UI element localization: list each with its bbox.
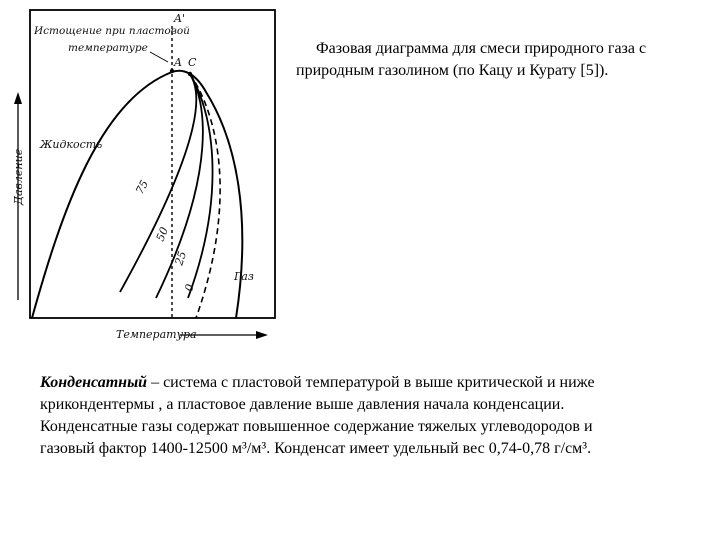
caption-line-1: Фазовая диаграмма для смеси природного газа с <box>316 40 647 57</box>
liquid-region-label: Жидкость <box>40 138 103 151</box>
depletion-label-line2: температуре <box>68 42 148 54</box>
phase-diagram <box>0 0 300 360</box>
depletion-label-line1: Истощение при пластовой <box>34 25 190 37</box>
curve-label-25: 25 <box>172 249 190 267</box>
caption-line-2: природным газолином (по Кацу и Курату [5]). <box>296 62 609 79</box>
body-line-4: газовый фактор 1400-12500 м³/м³. Конденсат имеет удельный вес 0,74-0,78 г/см³. <box>40 440 592 457</box>
x-axis-label: Температура <box>116 328 197 341</box>
y-axis-arrowhead <box>14 92 22 104</box>
x-axis-arrowhead <box>256 331 268 339</box>
body-line-2: крикондентермы , а пластовое давление выше давления начала конденсации. <box>40 396 565 413</box>
body-line-1-rest: – система с пластовой температурой в выше критической и ниже <box>147 374 595 391</box>
body-line-3: Конденсатные газы содержат повышенное содержание тяжелых углеводородов и <box>40 418 593 435</box>
body-line-1 <box>40 372 690 394</box>
definition-term: Конденсатный <box>40 374 148 391</box>
point-a-label: A <box>174 56 182 69</box>
curve-label-75: 75 <box>133 177 152 197</box>
point-a-prime-label: A' <box>174 12 185 25</box>
point-c-label: C <box>188 56 197 69</box>
point-c-marker <box>188 72 192 76</box>
quality-curve-25 <box>188 74 213 298</box>
curve-label-0: 0 <box>182 282 197 293</box>
envelope-curve <box>32 71 242 318</box>
y-axis-label: Давление <box>12 148 25 205</box>
gas-region-label: Газ <box>234 270 254 283</box>
definition-paragraph <box>40 372 690 460</box>
figure-caption <box>296 38 696 82</box>
leader-line <box>150 52 168 62</box>
curve-label-50: 50 <box>153 225 172 244</box>
point-a-marker <box>170 69 174 73</box>
